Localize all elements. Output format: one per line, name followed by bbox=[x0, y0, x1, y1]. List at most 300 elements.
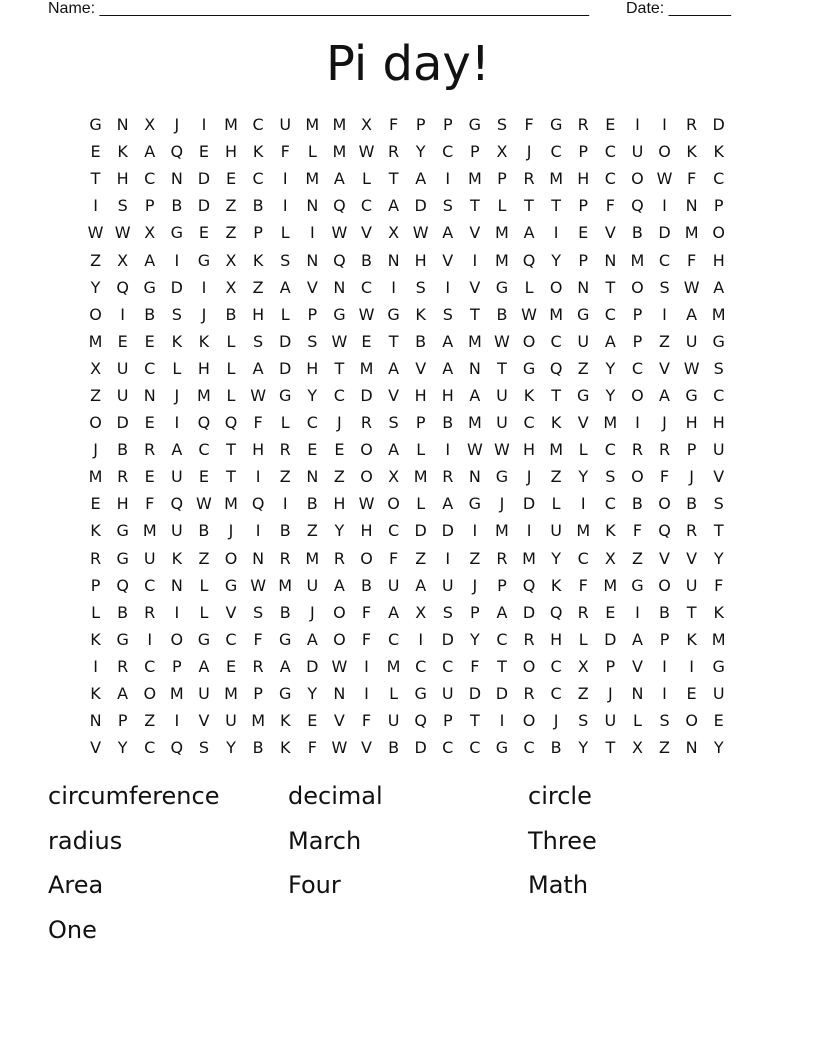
grid-letter: Y bbox=[307, 385, 318, 405]
grid-letter: O bbox=[360, 548, 373, 568]
grid-letter: M bbox=[88, 467, 103, 487]
grid-letter: D bbox=[658, 223, 671, 243]
grid-letter: X bbox=[225, 250, 237, 270]
grid-letter: D bbox=[441, 629, 454, 649]
grid-letter: G bbox=[197, 250, 211, 270]
grid-letter: Q bbox=[251, 494, 265, 514]
grid-letter: E bbox=[713, 711, 724, 731]
grid-letter: K bbox=[90, 629, 101, 649]
grid-letter: C bbox=[415, 656, 427, 676]
grid-letter: Y bbox=[551, 548, 562, 568]
grid-letter: Q bbox=[333, 196, 346, 216]
grid-letter: J bbox=[472, 575, 478, 595]
grid-letter: Z bbox=[198, 548, 210, 568]
grid-letter: X bbox=[604, 548, 616, 568]
grid-letter: I bbox=[255, 521, 261, 541]
grid-letter: G bbox=[279, 385, 292, 405]
grid-letter: B bbox=[360, 250, 372, 270]
grid-letter: L bbox=[280, 413, 290, 433]
grid-letter: I bbox=[445, 169, 451, 189]
name-field-label: Name: _______________________________________________________ bbox=[48, 0, 589, 17]
grid-letter: Z bbox=[90, 250, 102, 270]
grid-letter: G bbox=[143, 277, 156, 297]
grid-letter: N bbox=[116, 115, 129, 135]
grid-letter: M bbox=[278, 575, 293, 595]
grid-letter: K bbox=[198, 331, 210, 351]
grid-letter: V bbox=[686, 548, 698, 568]
grid-letter: G bbox=[712, 656, 725, 676]
grid-letter: V bbox=[306, 277, 318, 297]
grid-letter: N bbox=[306, 196, 319, 216]
grid-letter: U bbox=[116, 385, 129, 405]
grid-letter: K bbox=[252, 250, 264, 270]
grid-letter: I bbox=[364, 684, 369, 704]
grid-letter: L bbox=[226, 385, 236, 405]
grid-letter: M bbox=[169, 684, 184, 704]
grid-letter: P bbox=[253, 223, 263, 243]
grid-letter: V bbox=[388, 385, 400, 405]
grid-letter: Y bbox=[605, 358, 616, 378]
grid-letter: C bbox=[442, 656, 454, 676]
grid-letter: H bbox=[414, 250, 427, 270]
grid-letter: E bbox=[578, 223, 589, 243]
grid-letter: A bbox=[333, 169, 345, 189]
grid-letter: X bbox=[361, 115, 372, 135]
grid-letter: E bbox=[117, 331, 128, 351]
grid-letter: I bbox=[689, 656, 694, 676]
grid-letter: V bbox=[225, 602, 237, 622]
grid-letter: G bbox=[170, 223, 184, 243]
grid-letter: E bbox=[605, 115, 616, 135]
grid-letter: C bbox=[577, 548, 589, 568]
grid-letter: X bbox=[388, 223, 400, 243]
word-bank-item: radius bbox=[48, 826, 123, 855]
grid-letter: W bbox=[521, 304, 537, 324]
grid-letter: P bbox=[578, 142, 589, 162]
grid-letter: S bbox=[659, 711, 670, 731]
grid-letter: U bbox=[143, 548, 156, 568]
grid-letter: U bbox=[387, 711, 400, 731]
grid-letter: W bbox=[358, 304, 375, 324]
grid-letter: T bbox=[334, 358, 345, 378]
grid-letter: C bbox=[713, 169, 725, 189]
grid-letter: E bbox=[198, 467, 209, 487]
grid-letter: I bbox=[472, 521, 478, 541]
grid-letter: I bbox=[418, 629, 424, 649]
grid-letter: D bbox=[197, 196, 211, 216]
grid-letter: P bbox=[470, 602, 480, 622]
grid-letter: W bbox=[331, 656, 348, 676]
grid-letter: S bbox=[442, 304, 453, 324]
word-bank-item: Four bbox=[288, 871, 341, 899]
grid-letter: V bbox=[90, 738, 102, 758]
grid-letter: I bbox=[282, 169, 288, 189]
grid-letter: U bbox=[496, 413, 508, 433]
grid-letter: W bbox=[114, 223, 131, 243]
grid-letter: R bbox=[117, 656, 129, 676]
grid-letter: S bbox=[117, 196, 128, 216]
grid-letter: T bbox=[90, 169, 101, 189]
grid-letter: A bbox=[171, 440, 183, 460]
grid-letter: A bbox=[496, 602, 508, 622]
grid-letter: Q bbox=[197, 413, 211, 433]
grid-letter: W bbox=[250, 385, 267, 405]
grid-letter: K bbox=[252, 142, 264, 162]
grid-letter: J bbox=[689, 467, 694, 487]
grid-letter: H bbox=[116, 169, 129, 189]
grid-letter: N bbox=[306, 467, 319, 487]
word-bank-item: Three bbox=[528, 826, 597, 855]
grid-letter: M bbox=[467, 169, 482, 189]
grid-letter: F bbox=[388, 548, 399, 568]
grid-letter: G bbox=[712, 331, 725, 351]
grid-letter: G bbox=[333, 304, 346, 324]
grid-letter: Q bbox=[170, 738, 184, 758]
grid-letter: F bbox=[280, 142, 290, 162]
grid-letter: O bbox=[170, 629, 184, 649]
grid-letter: H bbox=[360, 521, 373, 541]
grid-letter: X bbox=[577, 656, 589, 676]
grid-letter: T bbox=[551, 385, 562, 405]
grid-letter: R bbox=[117, 467, 129, 487]
grid-letter: O bbox=[522, 656, 536, 676]
grid-letter: R bbox=[144, 440, 156, 460]
grid-letter: Y bbox=[334, 521, 345, 541]
grid-letter: I bbox=[120, 304, 125, 324]
grid-letter: I bbox=[201, 277, 207, 297]
grid-letter: N bbox=[685, 738, 698, 758]
grid-letter: U bbox=[306, 575, 319, 595]
grid-letter: D bbox=[279, 358, 292, 378]
grid-letter: I bbox=[635, 413, 640, 433]
grid-letter: T bbox=[226, 467, 236, 487]
grid-letter: U bbox=[685, 575, 698, 595]
grid-letter: L bbox=[416, 494, 426, 514]
grid-letter: J bbox=[174, 385, 180, 405]
grid-letter: U bbox=[170, 467, 183, 487]
grid-letter: M bbox=[522, 548, 536, 568]
grid-letter: T bbox=[551, 196, 562, 216]
grid-letter: Y bbox=[578, 467, 589, 487]
grid-letter: H bbox=[333, 494, 346, 514]
grid-letter: A bbox=[252, 358, 264, 378]
grid-letter: V bbox=[577, 413, 589, 433]
grid-letter: I bbox=[255, 467, 261, 487]
word-bank bbox=[48, 776, 768, 954]
word-bank-item: circle bbox=[528, 782, 592, 810]
grid-letter: Y bbox=[117, 738, 128, 758]
grid-letter: P bbox=[659, 629, 670, 649]
grid-letter: W bbox=[250, 575, 267, 595]
grid-letter: G bbox=[414, 684, 427, 704]
grid-letter: J bbox=[309, 602, 315, 622]
grid-letter: M bbox=[197, 385, 211, 405]
grid-letter: A bbox=[442, 223, 454, 243]
grid-letter: D bbox=[197, 169, 211, 189]
grid-letter: B bbox=[631, 494, 643, 514]
grid-letter: Z bbox=[333, 467, 345, 487]
grid-letter: S bbox=[415, 277, 426, 297]
grid-letter: L bbox=[389, 684, 399, 704]
grid-letter: E bbox=[307, 711, 318, 731]
grid-letter: E bbox=[307, 440, 318, 460]
grid-letter: L bbox=[551, 494, 561, 514]
grid-letter: P bbox=[605, 656, 616, 676]
grid-letter: G bbox=[197, 629, 211, 649]
grid-letter: M bbox=[495, 521, 509, 541]
grid-letter: C bbox=[252, 115, 264, 135]
grid-letter: Q bbox=[116, 575, 129, 595]
grid-letter: B bbox=[360, 575, 372, 595]
grid-letter: I bbox=[445, 548, 451, 568]
grid-letter: O bbox=[631, 385, 644, 405]
grid-letter: J bbox=[526, 142, 532, 162]
grid-letter: R bbox=[523, 169, 535, 189]
grid-letter: S bbox=[388, 413, 399, 433]
grid-letter: C bbox=[144, 358, 156, 378]
grid-letter: P bbox=[470, 142, 480, 162]
grid-letter: W bbox=[358, 494, 375, 514]
grid-letter: G bbox=[522, 358, 536, 378]
grid-letter: N bbox=[631, 684, 644, 704]
grid-letter: L bbox=[307, 142, 317, 162]
grid-letter: Q bbox=[333, 250, 346, 270]
grid-letter: P bbox=[497, 575, 507, 595]
grid-letter: N bbox=[89, 711, 102, 731]
grid-letter: I bbox=[635, 115, 640, 135]
grid-letter: I bbox=[364, 656, 369, 676]
grid-letter: I bbox=[174, 711, 180, 731]
grid-letter: L bbox=[172, 358, 182, 378]
grid-letter: M bbox=[251, 711, 266, 731]
grid-letter: M bbox=[467, 331, 482, 351]
grid-letter: S bbox=[280, 250, 291, 270]
grid-letter: Y bbox=[578, 738, 589, 758]
grid-letter: W bbox=[656, 169, 673, 189]
grid-letter: E bbox=[198, 142, 209, 162]
grid-letter: C bbox=[144, 738, 156, 758]
grid-letter: O bbox=[685, 711, 698, 731]
grid-letter: X bbox=[144, 115, 156, 135]
grid-letter: Z bbox=[225, 196, 237, 216]
word-bank-item: March bbox=[288, 826, 362, 855]
grid-letter: M bbox=[549, 304, 564, 324]
grid-letter: J bbox=[553, 711, 559, 731]
grid-letter: B bbox=[306, 494, 318, 514]
grid-letter: E bbox=[90, 142, 101, 162]
grid-letter: W bbox=[412, 223, 429, 243]
grid-letter: I bbox=[445, 277, 451, 297]
grid-letter: B bbox=[631, 223, 643, 243]
grid-letter: M bbox=[359, 358, 374, 378]
grid-letter: D bbox=[522, 494, 536, 514]
grid-letter: N bbox=[333, 684, 346, 704]
grid-letter: S bbox=[198, 738, 209, 758]
grid-letter: O bbox=[522, 711, 536, 731]
grid-letter: C bbox=[604, 494, 616, 514]
grid-letter: H bbox=[685, 413, 698, 433]
grid-letter: A bbox=[659, 385, 670, 405]
grid-letter: Y bbox=[551, 250, 562, 270]
grid-letter: B bbox=[496, 304, 508, 324]
grid-letter: H bbox=[577, 169, 590, 189]
grid-letter: J bbox=[93, 440, 98, 460]
grid-letter: C bbox=[604, 304, 616, 324]
grid-letter: A bbox=[279, 277, 291, 297]
grid-letter: H bbox=[225, 142, 238, 162]
grid-letter: L bbox=[226, 331, 236, 351]
grid-letter: H bbox=[306, 358, 319, 378]
word-bank-item: decimal bbox=[288, 782, 383, 810]
grid-letter: R bbox=[144, 602, 156, 622]
grid-letter: I bbox=[635, 602, 640, 622]
grid-letter: U bbox=[441, 575, 454, 595]
grid-letter: Z bbox=[577, 684, 589, 704]
grid-letter: V bbox=[442, 250, 454, 270]
grid-letter: G bbox=[279, 684, 292, 704]
grid-letter: A bbox=[388, 602, 400, 622]
grid-letter: E bbox=[605, 602, 616, 622]
grid-letter: F bbox=[145, 494, 155, 514]
grid-letter: C bbox=[631, 358, 643, 378]
grid-letter: C bbox=[713, 385, 725, 405]
grid-letter: F bbox=[687, 169, 697, 189]
grid-letter: L bbox=[632, 711, 642, 731]
grid-letter: P bbox=[632, 304, 643, 324]
grid-letter: Q bbox=[224, 413, 238, 433]
grid-letter: N bbox=[306, 250, 319, 270]
grid-letter: G bbox=[495, 738, 509, 758]
grid-letter: P bbox=[713, 196, 724, 216]
grid-letter: C bbox=[360, 277, 373, 297]
grid-letter: A bbox=[333, 575, 345, 595]
grid-letter: T bbox=[226, 440, 236, 460]
grid-letter: U bbox=[279, 115, 292, 135]
grid-letter: T bbox=[388, 331, 399, 351]
grid-letter: V bbox=[198, 711, 210, 731]
grid-letter: K bbox=[90, 684, 101, 704]
grid-letter: T bbox=[605, 277, 616, 297]
grid-letter: F bbox=[470, 656, 480, 676]
grid-letter: D bbox=[522, 602, 536, 622]
grid-letter: E bbox=[198, 223, 209, 243]
grid-letter: I bbox=[282, 196, 288, 216]
grid-letter: R bbox=[496, 548, 508, 568]
grid-letter: Z bbox=[577, 358, 589, 378]
grid-letter: I bbox=[174, 602, 180, 622]
grid-letter: O bbox=[522, 331, 536, 351]
grid-letter: D bbox=[414, 196, 427, 216]
grid-letter: Q bbox=[414, 711, 427, 731]
grid-letter: D bbox=[414, 738, 427, 758]
grid-letter: A bbox=[442, 494, 454, 514]
grid-letter: Y bbox=[605, 385, 616, 405]
grid-letter: K bbox=[686, 629, 697, 649]
grid-letter: W bbox=[331, 331, 348, 351]
grid-letter: K bbox=[415, 304, 426, 324]
grid-letter: O bbox=[333, 629, 346, 649]
grid-letter: I bbox=[93, 196, 98, 216]
grid-letter: A bbox=[442, 331, 454, 351]
grid-letter: C bbox=[469, 738, 481, 758]
grid-letter: E bbox=[361, 331, 372, 351]
grid-letter: Z bbox=[659, 331, 670, 351]
grid-letter: G bbox=[577, 385, 590, 405]
grid-letter: K bbox=[523, 385, 535, 405]
grid-letter: C bbox=[144, 575, 156, 595]
grid-letter: M bbox=[549, 440, 564, 460]
grid-letter: U bbox=[685, 331, 698, 351]
grid-letter: C bbox=[442, 738, 454, 758]
grid-letter: M bbox=[332, 142, 347, 162]
grid-letter: C bbox=[604, 169, 616, 189]
grid-letter: O bbox=[631, 467, 644, 487]
grid-letter: R bbox=[333, 548, 345, 568]
grid-letter: J bbox=[607, 684, 613, 704]
grid-letter: U bbox=[712, 684, 725, 704]
grid-letter: I bbox=[553, 223, 559, 243]
grid-letter: M bbox=[630, 250, 645, 270]
grid-letter: S bbox=[307, 331, 318, 351]
grid-letter: B bbox=[198, 521, 210, 541]
grid-letter: J bbox=[499, 494, 505, 514]
grid-letter: M bbox=[413, 467, 428, 487]
grid-letter: I bbox=[526, 521, 532, 541]
grid-letter: N bbox=[468, 358, 481, 378]
grid-letter: F bbox=[388, 115, 399, 135]
grid-letter: R bbox=[523, 629, 535, 649]
grid-letter: E bbox=[334, 440, 345, 460]
grid-letter: R bbox=[360, 413, 373, 433]
grid-letter: I bbox=[174, 250, 180, 270]
grid-letter: C bbox=[604, 142, 616, 162]
grid-letter: E bbox=[144, 467, 155, 487]
grid-letter: K bbox=[90, 521, 101, 541]
grid-letter: D bbox=[279, 331, 292, 351]
grid-letter: U bbox=[225, 711, 237, 731]
grid-letter: M bbox=[224, 494, 238, 514]
grid-letter: X bbox=[225, 277, 237, 297]
grid-letter: Q bbox=[170, 494, 184, 514]
grid-letter: G bbox=[549, 115, 563, 135]
grid-letter: Y bbox=[713, 548, 724, 568]
grid-letter: H bbox=[116, 494, 129, 514]
grid-letter: B bbox=[388, 738, 400, 758]
grid-letter: X bbox=[90, 358, 102, 378]
grid-letter: P bbox=[415, 413, 426, 433]
grid-letter: B bbox=[279, 602, 291, 622]
grid-letter: O bbox=[387, 494, 400, 514]
grid-letter: A bbox=[442, 358, 454, 378]
grid-letter: H bbox=[197, 358, 210, 378]
grid-letter: S bbox=[442, 196, 453, 216]
grid-letter: B bbox=[686, 494, 698, 514]
grid-letter: V bbox=[713, 467, 725, 487]
grid-letter: A bbox=[604, 331, 616, 351]
grid-letter: G bbox=[279, 629, 292, 649]
grid-letter: O bbox=[89, 413, 102, 433]
grid-letter: V bbox=[604, 223, 616, 243]
grid-letter: H bbox=[414, 385, 427, 405]
header-line bbox=[48, 0, 748, 22]
grid-letter: I bbox=[93, 656, 98, 676]
grid-letter: O bbox=[712, 223, 725, 243]
grid-letter: L bbox=[524, 277, 534, 297]
grid-letter: L bbox=[362, 169, 371, 189]
grid-letter: J bbox=[526, 467, 532, 487]
grid-letter: G bbox=[224, 575, 238, 595]
grid-letter: P bbox=[632, 331, 643, 351]
